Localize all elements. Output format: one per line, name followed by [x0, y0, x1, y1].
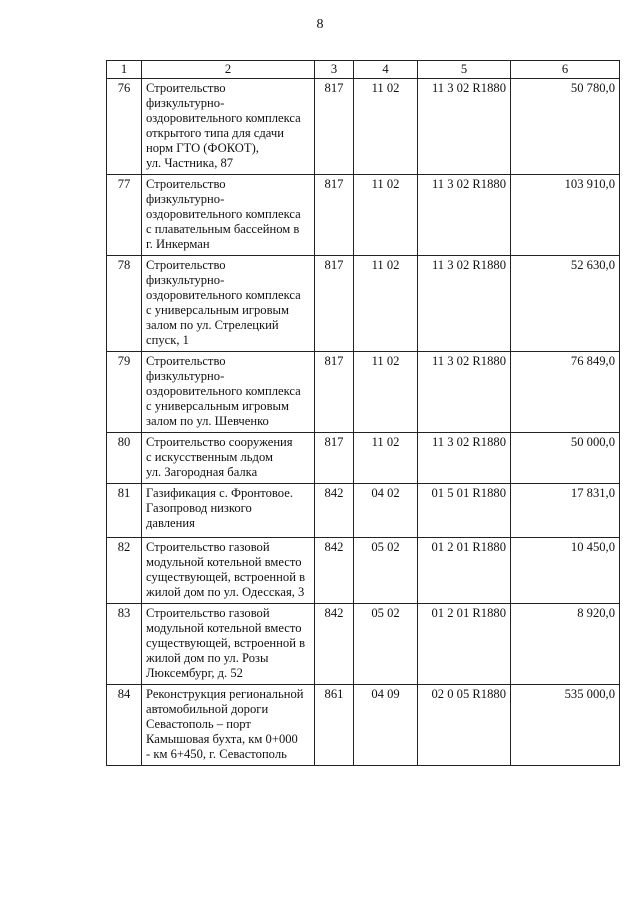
- code-4-cell: 11 02: [354, 352, 418, 433]
- code-3-cell: 817: [315, 433, 354, 484]
- project-name-cell: [142, 484, 315, 538]
- project-name-line: физкультурно-: [146, 369, 225, 383]
- code-4-cell: 05 02: [354, 538, 418, 604]
- project-name-cell: [142, 256, 315, 352]
- project-name-line: Газификация с. Фронтовое.: [146, 486, 293, 500]
- amount-cell: 8 920,0: [511, 604, 620, 685]
- project-name-line: Строительство газовой: [146, 540, 270, 554]
- project-name-line: с плавательным бассейном в: [146, 222, 300, 236]
- table-row: [107, 604, 620, 685]
- table-header-row: [107, 61, 620, 79]
- code-3-cell: 861: [315, 685, 354, 766]
- row-number-cell: 84: [107, 685, 142, 766]
- code-4-cell: 04 09: [354, 685, 418, 766]
- code-4-cell: 11 02: [354, 79, 418, 175]
- budget-table: [106, 60, 620, 766]
- header-col-2: 2: [142, 61, 315, 79]
- project-name-line: физкультурно-: [146, 273, 225, 287]
- project-name-line: модульной котельной вместо: [146, 621, 302, 635]
- table-row: [107, 433, 620, 484]
- project-name-line: норм ГТО (ФОКОТ),: [146, 141, 259, 155]
- amount-cell: 50 780,0: [511, 79, 620, 175]
- header-col-6: 6: [511, 61, 620, 79]
- code-3-cell: 817: [315, 352, 354, 433]
- row-number-cell: 79: [107, 352, 142, 433]
- row-number-cell: 76: [107, 79, 142, 175]
- code-5-cell: 11 3 02 R1880: [418, 79, 511, 175]
- project-name-line: с искусственным льдом: [146, 450, 273, 464]
- row-number-cell: 81: [107, 484, 142, 538]
- project-name-line: оздоровительного комплекса: [146, 111, 301, 125]
- amount-cell: 17 831,0: [511, 484, 620, 538]
- project-name-line: Строительство сооружения: [146, 435, 293, 449]
- amount-cell: 535 000,0: [511, 685, 620, 766]
- project-name-line: физкультурно-: [146, 192, 225, 206]
- project-name-line: давления: [146, 516, 195, 530]
- amount-cell: 50 000,0: [511, 433, 620, 484]
- project-name-cell: [142, 433, 315, 484]
- project-name-line: Люксембург, д. 52: [146, 666, 243, 680]
- project-name-line: Камышовая бухта, км 0+000: [146, 732, 298, 746]
- project-name-line: оздоровительного комплекса: [146, 288, 301, 302]
- code-5-cell: 01 2 01 R1880: [418, 604, 511, 685]
- project-name-cell: [142, 685, 315, 766]
- project-name-line: ул. Загородная балка: [146, 465, 258, 479]
- project-name-line: с универсальным игровым: [146, 303, 289, 317]
- code-4-cell: 11 02: [354, 175, 418, 256]
- project-name-line: модульной котельной вместо: [146, 555, 302, 569]
- code-4-cell: 04 02: [354, 484, 418, 538]
- project-name-line: оздоровительного комплекса: [146, 207, 301, 221]
- code-5-cell: 02 0 05 R1880: [418, 685, 511, 766]
- project-name-line: спуск, 1: [146, 333, 189, 347]
- project-name-line: залом по ул. Стрелецкий: [146, 318, 279, 332]
- amount-cell: 52 630,0: [511, 256, 620, 352]
- code-3-cell: 817: [315, 79, 354, 175]
- amount-cell: 103 910,0: [511, 175, 620, 256]
- table-body: [107, 79, 620, 766]
- project-name-line: с универсальным игровым: [146, 399, 289, 413]
- amount-cell: 76 849,0: [511, 352, 620, 433]
- code-4-cell: 05 02: [354, 604, 418, 685]
- project-name-line: жилой дом по ул. Розы: [146, 651, 269, 665]
- code-5-cell: 11 3 02 R1880: [418, 352, 511, 433]
- table-row: [107, 79, 620, 175]
- project-name-cell: [142, 538, 315, 604]
- project-name-line: Строительство: [146, 81, 226, 95]
- header-col-1: 1: [107, 61, 142, 79]
- project-name-line: ул. Частника, 87: [146, 156, 234, 170]
- project-name-line: Реконструкция региональной: [146, 687, 304, 701]
- project-name-line: открытого типа для сдачи: [146, 126, 284, 140]
- row-number-cell: 82: [107, 538, 142, 604]
- page-number: 8: [316, 17, 324, 32]
- project-name-line: физкультурно-: [146, 96, 225, 110]
- code-5-cell: 11 3 02 R1880: [418, 256, 511, 352]
- code-5-cell: 11 3 02 R1880: [418, 175, 511, 256]
- table-row: [107, 685, 620, 766]
- table-row: [107, 256, 620, 352]
- project-name-line: Газопровод низкого: [146, 501, 252, 515]
- project-name-line: Севастополь – порт: [146, 717, 251, 731]
- project-name-line: залом по ул. Шевченко: [146, 414, 269, 428]
- code-4-cell: 11 02: [354, 256, 418, 352]
- code-3-cell: 842: [315, 604, 354, 685]
- row-number-cell: 83: [107, 604, 142, 685]
- code-3-cell: 842: [315, 484, 354, 538]
- project-name-line: автомобильной дороги: [146, 702, 269, 716]
- code-3-cell: 817: [315, 175, 354, 256]
- project-name-line: оздоровительного комплекса: [146, 384, 301, 398]
- code-3-cell: 817: [315, 256, 354, 352]
- project-name-line: - км 6+450, г. Севастополь: [146, 747, 287, 761]
- project-name-line: Строительство: [146, 258, 226, 272]
- project-name-line: жилой дом по ул. Одесская, 3: [146, 585, 305, 599]
- project-name-line: существующей, встроенной в: [146, 636, 306, 650]
- project-name-cell: [142, 604, 315, 685]
- project-name-line: существующей, встроенной в: [146, 570, 306, 584]
- code-5-cell: 01 2 01 R1880: [418, 538, 511, 604]
- table-row: [107, 352, 620, 433]
- project-name-line: Строительство: [146, 177, 226, 191]
- header-col-4: 4: [354, 61, 418, 79]
- table-row: [107, 538, 620, 604]
- project-name-cell: [142, 175, 315, 256]
- project-name-line: Строительство газовой: [146, 606, 270, 620]
- project-name-cell: [142, 352, 315, 433]
- header-col-5: 5: [418, 61, 511, 79]
- project-name-cell: [142, 79, 315, 175]
- row-number-cell: 77: [107, 175, 142, 256]
- project-name-line: г. Инкерман: [146, 237, 210, 251]
- code-5-cell: 11 3 02 R1880: [418, 433, 511, 484]
- code-3-cell: 842: [315, 538, 354, 604]
- code-4-cell: 11 02: [354, 433, 418, 484]
- row-number-cell: 78: [107, 256, 142, 352]
- table-row: [107, 175, 620, 256]
- row-number-cell: 80: [107, 433, 142, 484]
- project-name-line: Строительство: [146, 354, 226, 368]
- code-5-cell: 01 5 01 R1880: [418, 484, 511, 538]
- header-col-3: 3: [315, 61, 354, 79]
- amount-cell: 10 450,0: [511, 538, 620, 604]
- table-row: [107, 484, 620, 538]
